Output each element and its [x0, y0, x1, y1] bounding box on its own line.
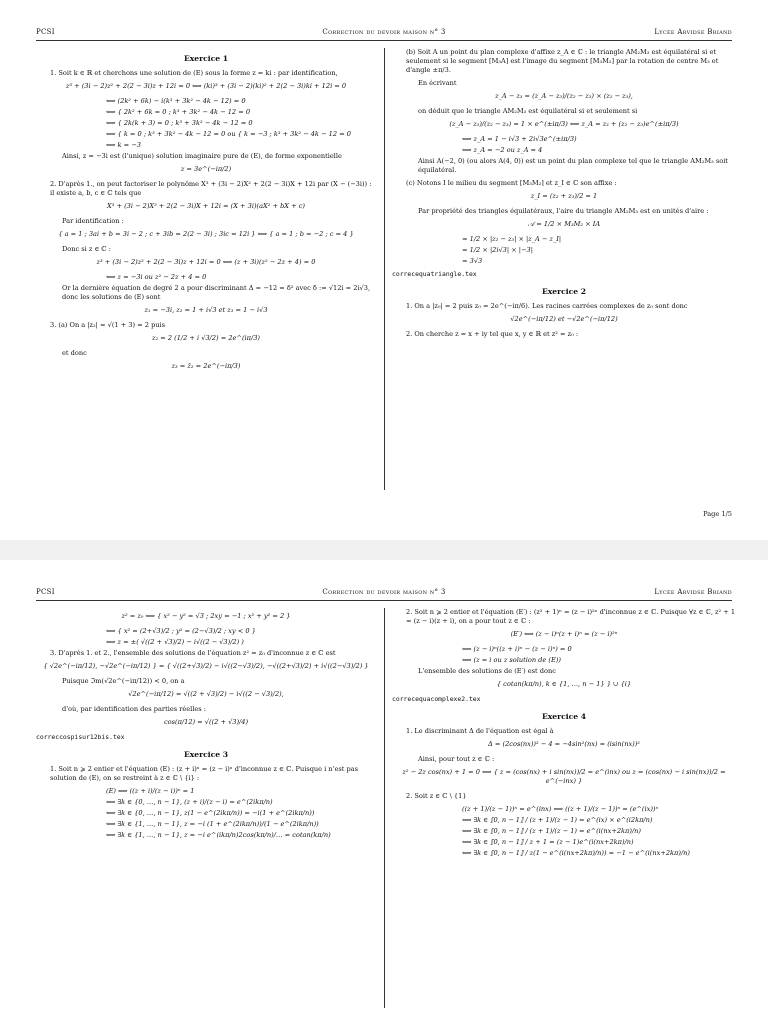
- equation-line: ⟺ ∃k ∈ ⟦0, n − 1⟧ / (z + 1)/(z − 1) = e^(ix) × e^(i2kπ/n): [462, 816, 653, 824]
- paragraph-text: Ainsi A(−2, 0) (ou alors A(4, 0)) est un point du plan complexe tel que le triangle AM₂M₃ soit équilatéral.: [418, 157, 728, 174]
- header-rule: [36, 600, 732, 601]
- paragraph-text: Puisque ℑm(√2e^(−iπ/12)) < 0, on a: [62, 677, 185, 685]
- equation-line: = 1/2 × |z₂ − z₃| × |z_A − z_I|: [462, 235, 562, 243]
- equation-line: ⟺ { 2k² + 6k = 0 ; k³ + 3k² − 4k − 12 = 0: [106, 108, 251, 116]
- equation-line: ⟺ z = ±( √((2 + √3)/2) − i√((2 − √3)/2) ): [106, 638, 244, 646]
- equation-line: ⟺ { 2k(k + 3) = 0 ; k³ + 3k² − 4k − 12 = 0: [106, 119, 253, 127]
- question-text: 2. Soit n ⩾ 2 entier et l'équation (E′) : (z² + 1)ⁿ = (z − i)²ⁿ d'inconnue z ∈ ℂ. Puisque ∀z ∈ ℂ, z² + 1 = (z − i)(z + i), on a pour tout z ∈ ℂ :: [406, 608, 736, 625]
- display-equation: z_I = (z₂ + z₃)/2 = 1: [530, 192, 598, 200]
- equation-line: ⟺ ∃k ∈ ⟦0, n − 1⟧ / z(1 − e^(i(nx+2kπ)/n)) = −1 − e^(i(nx+2kπ)/n): [462, 849, 690, 857]
- question-text: (b) Soit A un point du plan complexe d'affixe z_A ∈ ℂ : le triangle AM₂M₃ est équilatéral si et seulement si le segment [M₃A] est l'image du segment [M₃M₂] par la rotation de centre M₃ et d'angle ±π/3.: [406, 48, 719, 74]
- paragraph-text: Ainsi, pour tout z ∈ ℂ :: [418, 755, 495, 763]
- equation-line: ⟺ { k = 0 ; k³ + 3k² − 4k − 12 = 0 ou { k = −3 ; k³ + 3k² − 4k − 12 = 0: [106, 130, 351, 138]
- display-equation: X³ + (3i − 2)X² + 2(2 − 3i)X + 12i = (X + 3i)(aX² + bX + c): [107, 202, 305, 210]
- equation-line: = 1/2 × |2i√3| × |−3|: [462, 246, 533, 254]
- equation-line: ((z + 1)/(z − 1))ⁿ = e^(inx) ⟺ ((z + 1)/(z − 1))ⁿ = (e^(ix))ⁿ: [462, 805, 659, 813]
- equation-line: ⟺ z = −3i ou z² − 2z + 4 = 0: [106, 273, 207, 281]
- right-column: [392, 48, 736, 343]
- exercise-title: Exercice 4: [541, 712, 587, 721]
- paragraph-text: d'où, par identification des parties réelles :: [62, 705, 206, 713]
- source-filename: correcequacomplexe2.tex: [392, 695, 481, 703]
- page-header: [36, 28, 732, 40]
- page-2: [0, 560, 768, 1024]
- header-class: PCSI: [36, 28, 55, 36]
- paragraph-text: En écrivant: [418, 79, 457, 87]
- paragraph-text: et donc: [62, 349, 87, 357]
- equation-line: ⟺ k = −3: [106, 141, 141, 149]
- equation-line: (E) ⟺ ((z + i)/(z − i))ⁿ = 1: [106, 787, 195, 795]
- display-equation: √2e^(−iπ/12) = √((2 + √3)/2) − i√((2 − √3)/2),: [128, 690, 284, 698]
- equation-line: ⟺ (z = i ou z solution de (E)): [462, 656, 561, 664]
- display-equation: z₁ = −3i, z₂ = 1 + i√3 et z₃ = 1 − i√3: [144, 306, 268, 314]
- header-school: Lycée Arvidse Briand: [654, 588, 732, 596]
- display-equation: Δ = (2cos(nx))² − 4 = −4sin²(nx) = (isin(nx))²: [488, 740, 640, 748]
- paragraph-text: Par propriété des triangles équilatéraux, l'aire du triangle AM₂M₃ est en unités d'aire :: [418, 207, 709, 215]
- display-equation: z³ + (3i − 2)z² + 2(2 − 3i)z + 12i = 0 ⟺ (ki)³ + (3i − 2)(ki)² + 2(2 − 3i)ki + 12i = 0: [65, 82, 347, 90]
- source-filename: correccospisur12bis.tex: [36, 733, 125, 741]
- page-number: Page 1/5: [703, 510, 732, 518]
- column-divider: [384, 48, 385, 490]
- display-equation: (E′) ⟺ (z − i)ⁿ(z + i)ⁿ = (z − i)²ⁿ: [510, 630, 618, 638]
- question-text: 1. Soit n ⩾ 2 entier et l'équation (E) : (z + i)ⁿ = (z − i)ⁿ d'inconnue z ∈ ℂ. Puisque i n'est pas solution de (E), on se restreint à z ∈ ℂ \ {i} :: [50, 765, 359, 782]
- exercise-title: Exercice 2: [541, 287, 587, 296]
- page-header: [36, 588, 732, 600]
- header-rule: [36, 40, 732, 41]
- display-equation: 𝒜 = 1/2 × M₃M₂ × IA: [527, 220, 601, 228]
- question-text: 1. Le discriminant Δ de l'équation est égal à: [406, 727, 554, 735]
- equation-line: ⟺ ∃k ∈ ⟦0, n − 1⟧ / z + 1 = (z − 1)e^(i(nx+2kπ)/n): [462, 838, 634, 846]
- paragraph-text: Or la dernière équation de degré 2 a pour discriminant Δ = −12 = δ² avec δ := √12i = 2i√3, donc les solutions de (E) sont: [62, 284, 371, 301]
- exercise-title: Exercice 1: [183, 54, 229, 63]
- display-equation: z_A − z₃ = (z_A − z₃)/(z₂ − z₃) × (z₂ − z₃),: [495, 92, 633, 100]
- display-equation: z = 3e^(−iπ/2): [180, 165, 232, 173]
- display-equation: (z_A − z₃)/(z₂ − z₃) = 1 × e^(±iπ/3) ⟺ z_A = z₃ + (z₂ − z₃)e^(±iπ/3): [449, 120, 679, 128]
- equation-line: ⟺ (z − i)ⁿ((z + i)ⁿ − (z − i)ⁿ) = 0: [462, 645, 572, 653]
- equation-line: ⟺ z_A = 1 − i√3 + 2i√3e^(±iπ/3): [462, 135, 577, 143]
- display-equation: z² − 2z cos(nx) + 1 = 0 ⟺ { z = (cos(nx) + i sin(nx))/2 = e^(inx) ou z = (cos(nx) − i sin(nx))/2 = e^(−inx) }: [402, 768, 726, 785]
- paragraph-text: L'ensemble des solutions de (E′) est donc: [418, 667, 556, 675]
- left-column: [36, 48, 376, 377]
- question-text: 3. (a) On a |z₂| = √(1 + 3) = 2 puis: [50, 321, 166, 329]
- paragraph-text: on déduit que le triangle AM₂M₃ est équilatéral si et seulement si: [418, 107, 638, 115]
- paragraph-text: Donc si z ∈ ℂ :: [62, 245, 111, 253]
- header-school: Lycée Arvidse Briand: [654, 28, 732, 36]
- question-text: 1. Soit k ∈ ℝ et cherchons une solution de (E) sous la forme z = ki : par identification,: [50, 69, 338, 77]
- equation-line: ⟺ ∃k ∈ {0, …, n − 1}, z(1 − e^(2ikπ/n)) = −i(1 + e^(2ikπ/n)): [106, 809, 315, 817]
- column-divider: [384, 608, 385, 1008]
- question-text: 1. On a |z₀| = 2 puis z₀ = 2e^(−iπ/6). Les racines carrées complexes de z₀ sont donc: [406, 302, 688, 310]
- display-equation: { a = 1 ; 3ai + b = 3i − 2 ; c + 3ib = 2(2 − 3i) ; 3ic = 12i } ⟺ { a = 1 ; b = −2 ; c = 4 }: [58, 230, 354, 238]
- header-title: Correction du devoir maison n° 3: [322, 588, 446, 596]
- display-equation: z² = z₀ ⟺ { x² − y² = √3 ; 2xy = −1 ; x² + y² = 2 }: [121, 612, 291, 620]
- display-equation: z³ + (3i − 2)z² + 2(2 − 3i)z + 12i = 0 ⟺ (z + 3i)(z² − 2z + 4) = 0: [96, 258, 316, 266]
- right-column: [392, 608, 736, 860]
- equation-line: ⟺ { x² = (2+√3)/2 ; y² = (2−√3)/2 ; xy < 0 }: [106, 627, 256, 635]
- paragraph-text: Par identification :: [62, 217, 124, 225]
- question-text: 3. D'après 1. et 2., l'ensemble des solutions de l'équation z² = z₀ d'inconnue z ∈ ℂ est: [50, 649, 336, 657]
- question-text: 2. D'après 1., on peut factoriser le polynôme X³ + (3i − 2)X² + 2(2 − 3i)X + 12i par (X − (−3i)) : il existe a, b, c ∈ ℂ tels que: [50, 180, 372, 197]
- display-equation: z₃ = z̄₂ = 2e^(−iπ/3): [171, 362, 241, 370]
- header-class: PCSI: [36, 588, 55, 596]
- header-title: Correction du devoir maison n° 3: [322, 28, 446, 36]
- paragraph-text: Ainsi, z = −3i est (l'unique) solution imaginaire pure de (E), de forme exponentielle: [62, 152, 342, 160]
- display-equation: √2e^(−iπ/12) et −√2e^(−iπ/12): [510, 315, 618, 323]
- question-text: (c) Notons I le milieu du segment [M₃M₂] et z_I ∈ ℂ son affixe :: [406, 179, 617, 187]
- equation-line: ⟺ (2k² + 6k) − i(k³ + 3k² − 4k − 12) = 0: [106, 97, 246, 105]
- equation-line: ⟺ ∃k ∈ ⟦0, n − 1⟧ / (z + 1)/(z − 1) = e^(i(nx+2kπ)/n): [462, 827, 641, 835]
- equation-line: ⟺ ∃k ∈ {1, …, n − 1}, z = −i (1 + e^(2ikπ/n))/(1 − e^(2ikπ/n)): [106, 820, 319, 828]
- exercise-title: Exercice 3: [183, 750, 229, 759]
- question-text: 2. Soit z ∈ ℂ \ {1}: [406, 792, 467, 800]
- display-equation: { √2e^(−iπ/12), −√2e^(−iπ/12) } = { √((2+√3)/2) − i√((2−√3)/2), −√((2+√3)/2) + i√((2−√3)/2) }: [43, 662, 369, 670]
- display-equation: cos(π/12) = √((2 + √3)/4): [163, 718, 249, 726]
- source-filename: correcequatriangle.tex: [392, 270, 477, 278]
- display-equation: z₂ = 2 (1/2 + i √3/2) = 2e^(iπ/3): [152, 334, 260, 342]
- equation-line: ⟺ ∃k ∈ {0, …, n − 1}, (z + i)/(z − i) = e^(2ikπ/n): [106, 798, 273, 806]
- equation-line: = 3√3: [462, 257, 483, 265]
- question-text: 2. On cherche z = x + iy tel que x, y ∈ ℝ et z² = z₀ :: [406, 330, 579, 338]
- equation-line: ⟺ ∃k ∈ {1, …, n − 1}, z = −i e^(ikπ/n)2cos(kπ/n)/… = cotan(kπ/n): [106, 831, 331, 839]
- equation-line: ⟺ z_A = −2 ou z_A = 4: [462, 146, 543, 154]
- display-equation: { cotan(kπ/n), k ∈ {1, …, n − 1} } ∪ {i}: [496, 680, 632, 688]
- left-column: [36, 608, 376, 842]
